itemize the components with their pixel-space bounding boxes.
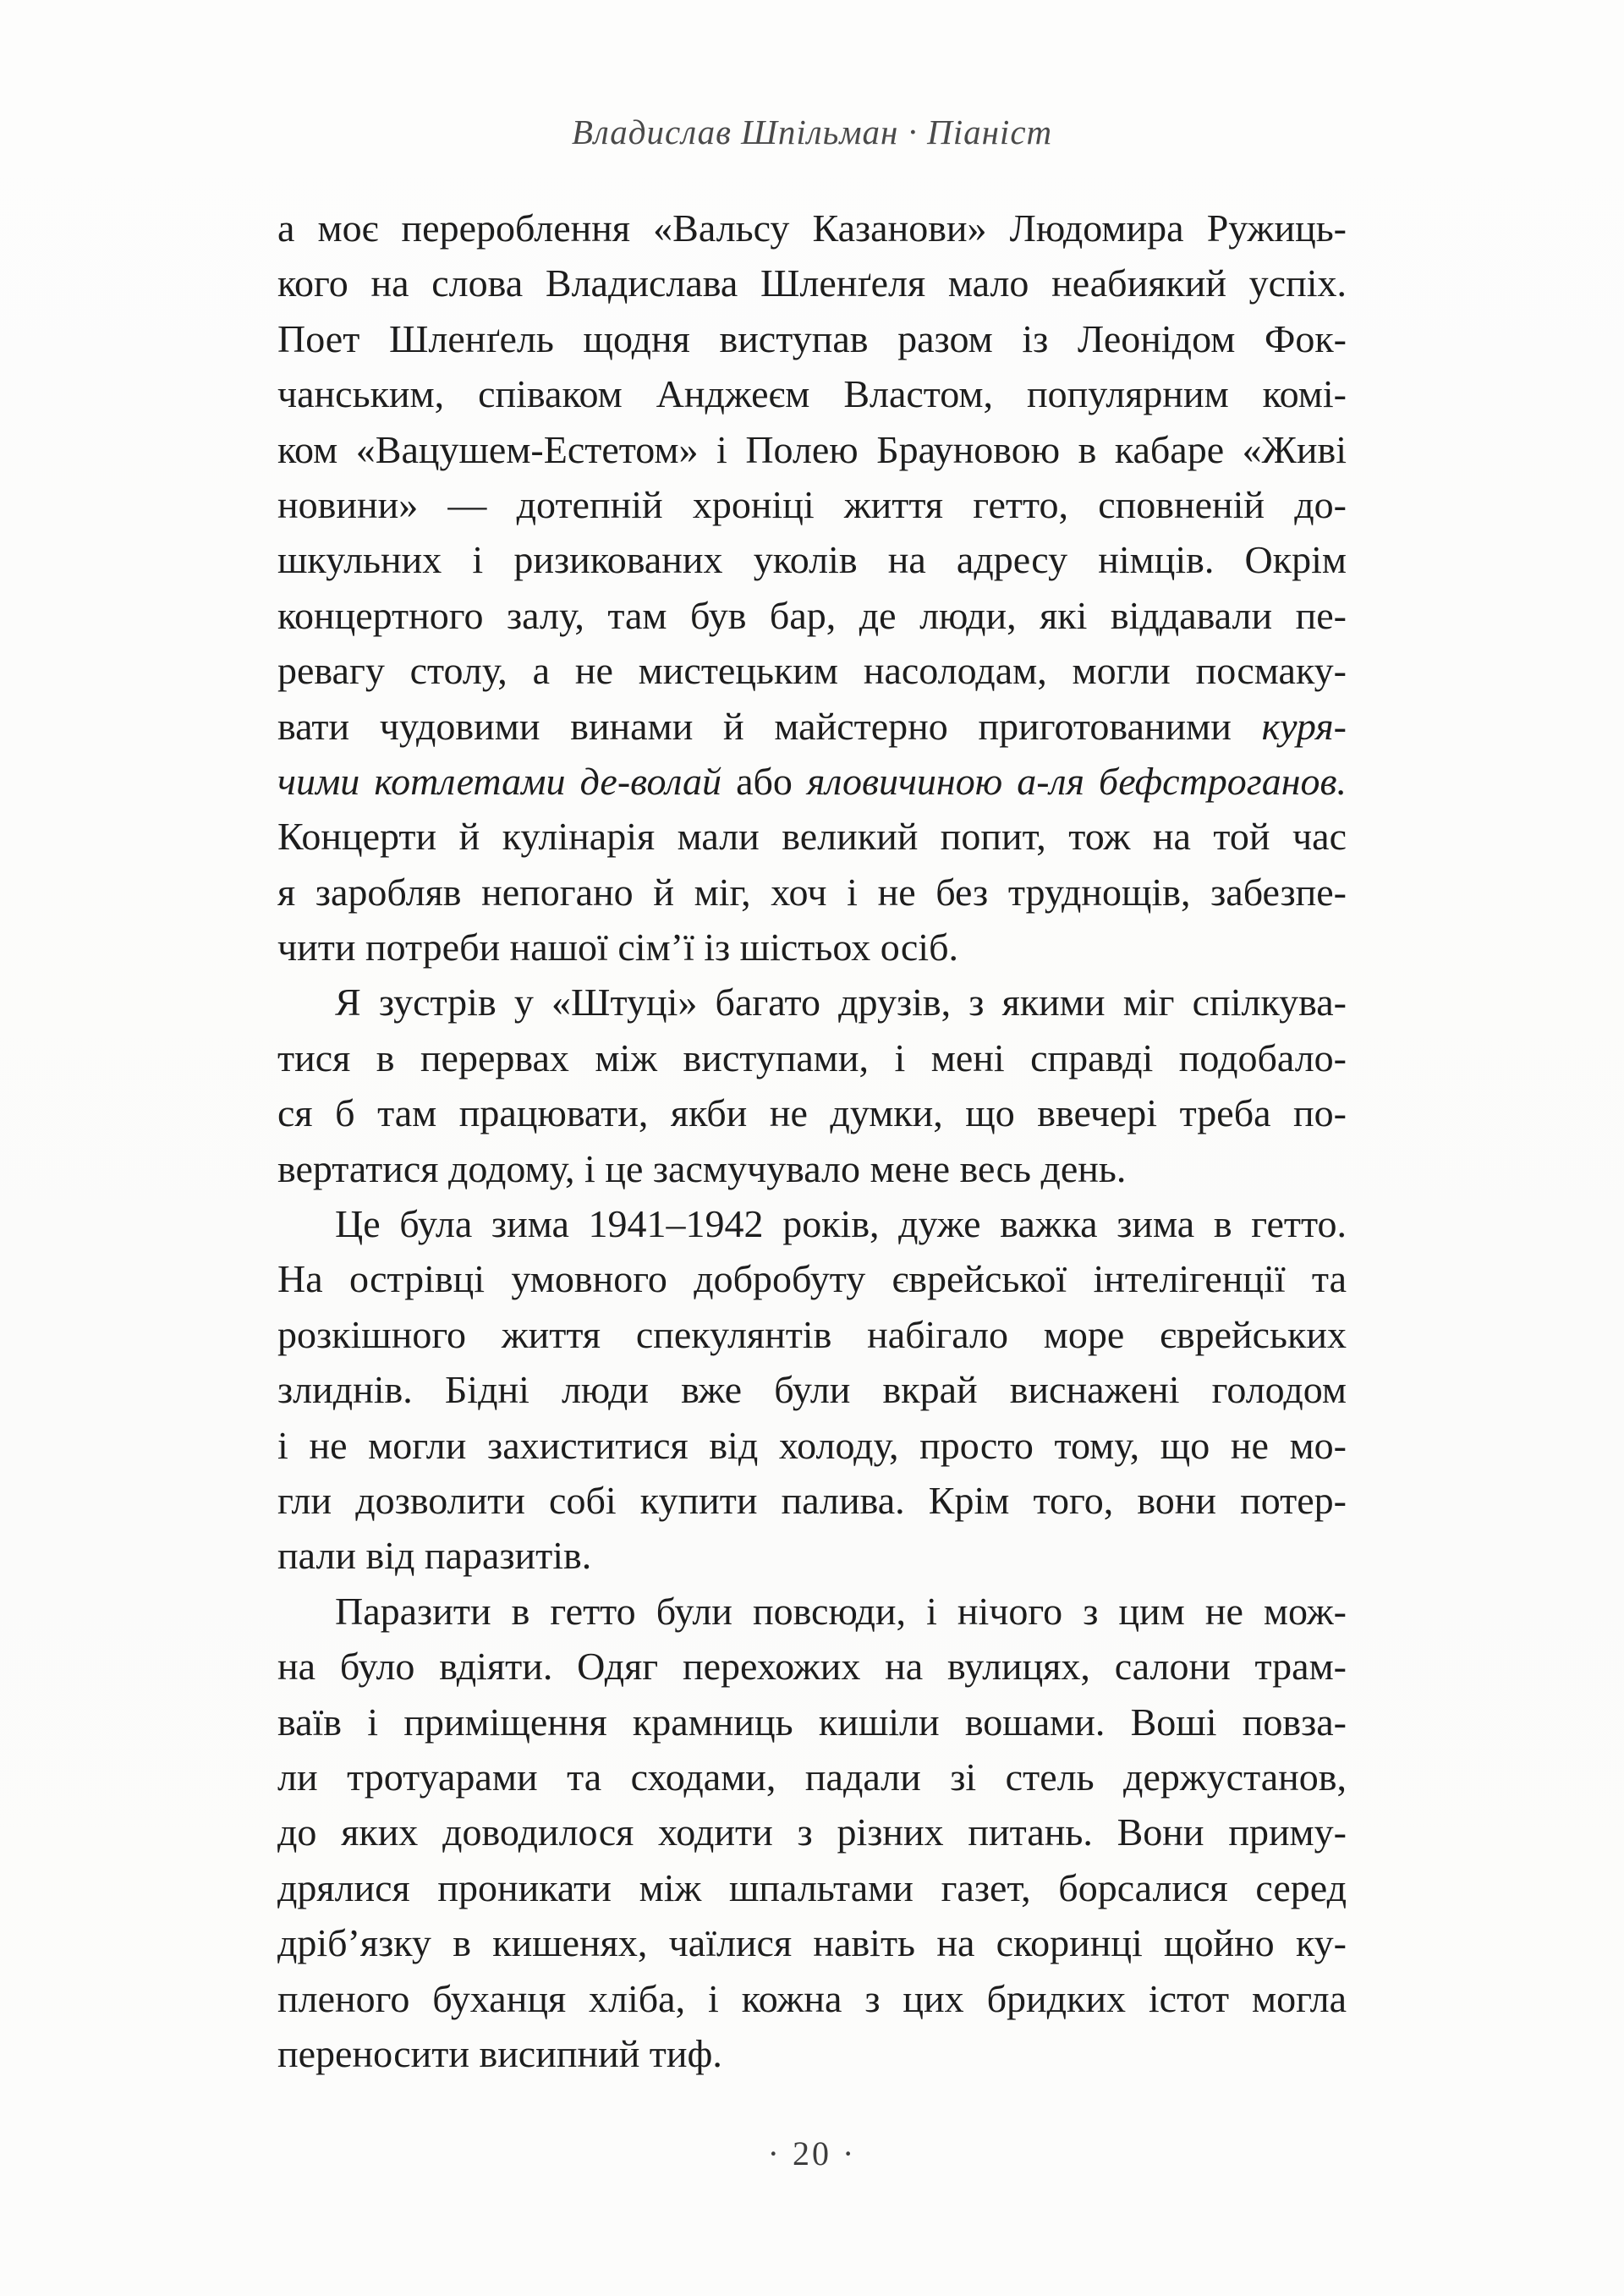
text-line	[277, 1639, 1347, 1694]
text-line	[277, 1141, 1347, 1196]
text-line	[277, 1362, 1347, 1417]
text-line	[277, 1085, 1347, 1140]
text-line	[277, 1030, 1347, 1085]
text-segment: пленого буханця хліба, і кожна з цих бридких істот могла	[277, 1976, 1347, 2020]
text-segment: Це була зима 1941–1942 років, дуже важка зима в гетто.	[335, 1202, 1347, 1246]
text-segment: чанським, співаком Анджеєм Властом, популярним комі-	[277, 372, 1347, 416]
text-segment: гли дозволити собі купити палива. Крім того, вони потер-	[277, 1478, 1347, 1522]
text-line	[277, 1695, 1347, 1749]
text-line	[277, 1804, 1347, 1859]
text-line	[277, 255, 1347, 310]
running-header: Владислав Шпільман · Піаніст	[571, 113, 1053, 151]
text-segment: кого на слова Владислава Шленґеля мало неабиякий успіх.	[277, 261, 1347, 305]
text-line	[277, 699, 1347, 754]
text-segment: а моє перероблення «Вальсу Казанови» Людомира Ружиць-	[277, 206, 1347, 250]
text-line	[277, 366, 1347, 421]
text-segment: вертатися додому, і це засмучувало мене весь день.	[277, 1146, 1127, 1190]
text-segment: я заробляв непогано й міг, хоч і не без труднощів, забезпе-	[277, 870, 1347, 914]
text-segment: шкульних і ризикованих уколів на адресу німців. Окрім	[277, 538, 1347, 582]
text-segment: Поет Шленґель щодня виступав разом із Леонідом Фок-	[277, 316, 1347, 360]
text-line	[277, 1528, 1347, 1583]
text-line	[277, 422, 1347, 477]
text-segment: ваїв і приміщення крамниць кишіли вошами. Воші повза-	[277, 1700, 1347, 1744]
italic-text-segment: чими котлетами де-волай	[277, 759, 737, 803]
text-line	[277, 809, 1347, 864]
text-line	[277, 1307, 1347, 1362]
text-segment: дріб’язку в кишенях, чаїлися навіть на скоринці щойно ку-	[277, 1921, 1347, 1965]
text-line	[277, 200, 1347, 255]
text-line	[277, 643, 1347, 698]
text-segment: або	[736, 759, 807, 803]
text-line	[277, 1860, 1347, 1915]
text-segment: Паразити в гетто були повсюди, і нічого з цим не мож-	[335, 1589, 1347, 1633]
text-line	[277, 754, 1347, 809]
text-segment: Я зустрів у «Штуці» багато друзів, з якими міг спілкува-	[335, 980, 1347, 1024]
text-line	[277, 1418, 1347, 1473]
text-line	[277, 1196, 1347, 1251]
text-line	[277, 1251, 1347, 1306]
text-line	[277, 1749, 1347, 1804]
text-segment: пали від паразитів.	[277, 1534, 592, 1578]
text-line	[277, 1584, 1347, 1639]
text-line	[277, 477, 1347, 532]
text-segment: ся б там працювати, якби не думки, що ввечері треба по-	[277, 1091, 1347, 1135]
text-line	[277, 920, 1347, 975]
text-segment: чити потреби нашої сім’ї із шістьох осіб.	[277, 926, 958, 969]
text-segment: і не могли захиститися від холоду, просто тому, що не мо-	[277, 1423, 1347, 1467]
text-segment: На острівці умовного добробуту єврейської інтелігенції та	[277, 1257, 1347, 1301]
text-segment: ревагу столу, а не мистецьким насолодам, могли посмаку-	[277, 649, 1347, 693]
text-line	[277, 311, 1347, 366]
text-line	[277, 532, 1347, 587]
text-segment: концертного залу, там був бар, де люди, які віддавали пе-	[277, 593, 1347, 637]
text-segment: переносити висипний тиф.	[277, 2031, 722, 2075]
text-segment: Концерти й кулінарія мали великий попит, тож на той час	[277, 815, 1347, 859]
page-number: · 20 ·	[767, 2134, 857, 2172]
text-line	[277, 1473, 1347, 1528]
text-segment: ли тротуарами та сходами, падали зі стель держустанов,	[277, 1755, 1347, 1799]
text-segment: новини» — дотепній хроніці життя гетто, сповненій до-	[277, 482, 1347, 526]
text-segment: вати чудовими винами й майстерно приготованими	[277, 704, 1262, 748]
text-segment: на було вдіяти. Одяг перехожих на вулицях, салони трам-	[277, 1645, 1347, 1689]
text-segment: до яких доводилося ходити з різних питань. Вони приму-	[277, 1810, 1347, 1854]
text-line	[277, 1915, 1347, 1970]
italic-text-segment: яловичиною а-ля бефстроганов.	[806, 759, 1347, 803]
text-segment: тися в перервах між виступами, і мені справді подобало-	[277, 1035, 1347, 1079]
text-segment: ком «Вацушем-Естетом» і Полею Брауновою в кабаре «Живі	[277, 427, 1347, 471]
italic-text-segment: куря-	[1261, 704, 1347, 748]
text-line	[277, 975, 1347, 1030]
text-segment: розкішного життя спекулянтів набігало море єврейських	[277, 1312, 1347, 1356]
text-line	[277, 2026, 1347, 2081]
text-segment: дрялися проникати між шпальтами газет, борсалися серед	[277, 1865, 1347, 1909]
text-line	[277, 865, 1347, 920]
text-segment: злиднів. Бідні люди вже були вкрай виснажені голодом	[277, 1368, 1347, 1412]
text-line	[277, 588, 1347, 643]
text-line	[277, 1971, 1347, 2026]
body-text	[277, 200, 1347, 2081]
